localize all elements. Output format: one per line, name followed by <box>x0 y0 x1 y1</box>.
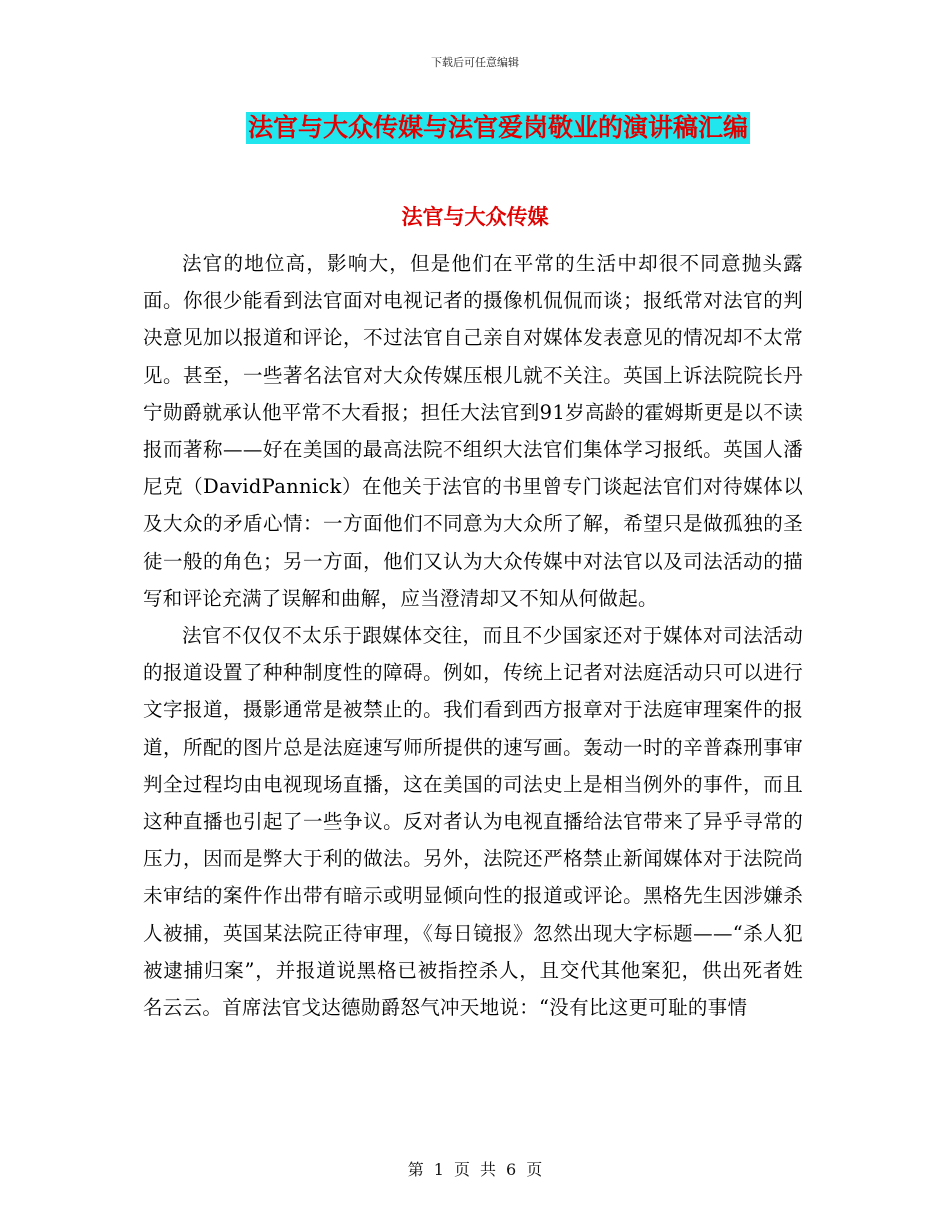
document-title-container <box>0 112 950 144</box>
paragraph-1: 法官的地位高，影响大，但是他们在平常的生活中却很不同意抛头露面。你很少能看到法官面对电视记者的摄像机侃侃而谈；报纸常对法官的判决意见加以报道和评论，不过法官自己亲自对媒体发表意见的情况却不太常见。甚至，一些著名法官对大众传媒压根儿就不关注。英国上诉法院院长丹宁勋爵就承认他平常不大看报；担任大法官到91岁高龄的霍姆斯更是以不读报而著称——好在美国的最高法院不组织大法官们集体学习报纸。英国人潘尼克（DavidPannick）在他关于法官的书里曾专门谈起法官们对待媒体以及大众的矛盾心情：一方面他们不同意为大众所了解，希望只是做孤独的圣徒一般的角色；另一方面，他们又认为大众传媒中对法官以及司法活动的描写和评论充满了误解和曲解，应当澄清却又不知从何做起。 <box>143 252 803 610</box>
body-text <box>143 245 803 1026</box>
footer-page-current: 1 <box>433 1160 444 1179</box>
footer-total-label: 共 <box>480 1160 497 1179</box>
paragraph-2: 法官不仅仅不太乐于跟媒体交往，而且不少国家还对于媒体对司法活动的报道设置了种种制度性的障碍。例如，传统上记者对法庭活动只可以进行文字报道，摄影通常是被禁止的。我们看到西方报章对于法庭审理案件的报道，所配的图片总是法庭速写师所提供的速写画。轰动一时的辛普森刑事审判全过程均由电视现场直播，这在美国的司法史上是相当例外的事件，而且这种直播也引起了一些争议。反对者认为电视直播给法官带来了异乎寻常的压力，因而是弊大于利的做法。另外，法院还严格禁止新闻媒体对于法院尚未审结的案件作出带有暗示或明显倾向性的报道或评论。黑格先生因涉嫌杀人被捕，英国某法院正待审理，《每日镜报》忽然出现大字标题——“杀人犯被逮捕归案”，并报道说黑格已被指控杀人，且交代其他案犯，供出死者姓名云云。首席法官戈达德勋爵怒气冲天地说：“没有比这更可耻的事情 <box>143 624 803 1020</box>
footer-page-unit: 页 <box>453 1160 470 1179</box>
footer-total-unit: 页 <box>526 1160 543 1179</box>
footer-page-total: 6 <box>506 1160 517 1179</box>
footer-page-label: 第 <box>407 1160 424 1179</box>
page-footer <box>0 1157 950 1180</box>
section-title: 法官与大众传媒 <box>401 205 549 229</box>
header-note: 下载后可任意编辑 <box>431 56 519 69</box>
document-title: 法官与大众传媒与法官爱岗敬业的演讲稿汇编 <box>247 113 748 142</box>
